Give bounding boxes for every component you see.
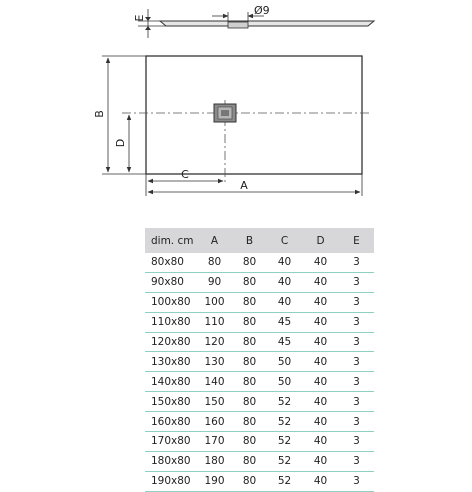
dim-a-label: A bbox=[240, 179, 248, 192]
header-a: A bbox=[197, 228, 232, 253]
dim-e-label: E bbox=[133, 14, 146, 22]
cell-e: 3 bbox=[339, 372, 374, 392]
cell-d: 40 bbox=[302, 451, 339, 471]
header-e: E bbox=[339, 228, 374, 253]
header-b: B bbox=[232, 228, 267, 253]
cell-b: 80 bbox=[232, 272, 267, 292]
cell-a: 140 bbox=[197, 372, 232, 392]
cell-e: 3 bbox=[339, 312, 374, 332]
cell-c: 52 bbox=[267, 432, 302, 452]
cell-e: 3 bbox=[339, 352, 374, 372]
cell-d: 40 bbox=[302, 412, 339, 432]
cell-d: 40 bbox=[302, 392, 339, 412]
cell-dim: 140x80 bbox=[145, 372, 197, 392]
cell-b: 80 bbox=[232, 471, 267, 491]
table-row bbox=[145, 272, 374, 292]
cell-b: 80 bbox=[232, 451, 267, 471]
cell-b: 80 bbox=[232, 392, 267, 412]
cell-a: 110 bbox=[197, 312, 232, 332]
cell-e: 3 bbox=[339, 432, 374, 452]
table-header-row bbox=[145, 228, 374, 253]
cell-e: 3 bbox=[339, 332, 374, 352]
cell-d: 40 bbox=[302, 471, 339, 491]
cell-c: 50 bbox=[267, 372, 302, 392]
cell-c: 52 bbox=[267, 392, 302, 412]
cell-d: 40 bbox=[302, 332, 339, 352]
dim-d-label: D bbox=[114, 138, 127, 148]
cell-a: 100 bbox=[197, 292, 232, 312]
cell-a: 90 bbox=[197, 272, 232, 292]
cell-b: 80 bbox=[232, 432, 267, 452]
cell-a: 150 bbox=[197, 392, 232, 412]
cell-a: 130 bbox=[197, 352, 232, 372]
cell-dim: 150x80 bbox=[145, 392, 197, 412]
side-profile bbox=[133, 4, 374, 38]
cell-a: 80 bbox=[197, 253, 232, 272]
cell-dim: 170x80 bbox=[145, 432, 197, 452]
dim-b-label: B bbox=[93, 110, 106, 118]
cell-b: 80 bbox=[232, 412, 267, 432]
table-row bbox=[145, 253, 374, 272]
cell-c: 45 bbox=[267, 332, 302, 352]
cell-dim: 130x80 bbox=[145, 352, 197, 372]
drain-diameter-label: Ø9 bbox=[254, 4, 270, 17]
table-row bbox=[145, 451, 374, 471]
cell-b: 80 bbox=[232, 372, 267, 392]
cell-dim: 120x80 bbox=[145, 332, 197, 352]
cell-d: 40 bbox=[302, 432, 339, 452]
table-row bbox=[145, 412, 374, 432]
drain-icon bbox=[214, 104, 236, 122]
table-row bbox=[145, 372, 374, 392]
cell-c: 45 bbox=[267, 312, 302, 332]
cell-dim: 160x80 bbox=[145, 412, 197, 432]
cell-a: 170 bbox=[197, 432, 232, 452]
cell-a: 190 bbox=[197, 471, 232, 491]
cell-d: 40 bbox=[302, 372, 339, 392]
cell-e: 3 bbox=[339, 392, 374, 412]
cell-d: 40 bbox=[302, 292, 339, 312]
drain-profile bbox=[228, 22, 248, 28]
cell-c: 52 bbox=[267, 451, 302, 471]
cell-dim: 180x80 bbox=[145, 451, 197, 471]
cell-dim: 90x80 bbox=[145, 272, 197, 292]
cell-c: 40 bbox=[267, 292, 302, 312]
table-row bbox=[145, 432, 374, 452]
cell-dim: 100x80 bbox=[145, 292, 197, 312]
cell-b: 80 bbox=[232, 332, 267, 352]
header-dim: dim. cm bbox=[145, 228, 197, 253]
table-row bbox=[145, 312, 374, 332]
cell-d: 40 bbox=[302, 253, 339, 272]
cell-dim: 80x80 bbox=[145, 253, 197, 272]
cell-b: 80 bbox=[232, 253, 267, 272]
header-d: D bbox=[302, 228, 339, 253]
plan-view bbox=[93, 56, 372, 196]
tray-outline bbox=[146, 56, 362, 174]
cell-b: 80 bbox=[232, 352, 267, 372]
cell-b: 80 bbox=[232, 292, 267, 312]
cell-e: 3 bbox=[339, 253, 374, 272]
cell-e: 3 bbox=[339, 451, 374, 471]
dimensions-table bbox=[145, 228, 374, 492]
cell-e: 3 bbox=[339, 412, 374, 432]
cell-c: 40 bbox=[267, 272, 302, 292]
cell-dim: 190x80 bbox=[145, 471, 197, 491]
cell-e: 3 bbox=[339, 292, 374, 312]
dim-c-label: C bbox=[181, 168, 189, 181]
table-row bbox=[145, 332, 374, 352]
cell-d: 40 bbox=[302, 272, 339, 292]
cell-a: 120 bbox=[197, 332, 232, 352]
cell-c: 52 bbox=[267, 412, 302, 432]
cell-a: 160 bbox=[197, 412, 232, 432]
table-row bbox=[145, 392, 374, 412]
cell-c: 40 bbox=[267, 253, 302, 272]
cell-e: 3 bbox=[339, 471, 374, 491]
technical-drawing bbox=[0, 0, 472, 225]
cell-d: 40 bbox=[302, 352, 339, 372]
header-c: C bbox=[267, 228, 302, 253]
cell-d: 40 bbox=[302, 312, 339, 332]
cell-c: 52 bbox=[267, 471, 302, 491]
cell-c: 50 bbox=[267, 352, 302, 372]
table-row bbox=[145, 352, 374, 372]
cell-e: 3 bbox=[339, 272, 374, 292]
cell-dim: 110x80 bbox=[145, 312, 197, 332]
cell-b: 80 bbox=[232, 312, 267, 332]
table-row bbox=[145, 292, 374, 312]
cell-a: 180 bbox=[197, 451, 232, 471]
table-row bbox=[145, 471, 374, 491]
